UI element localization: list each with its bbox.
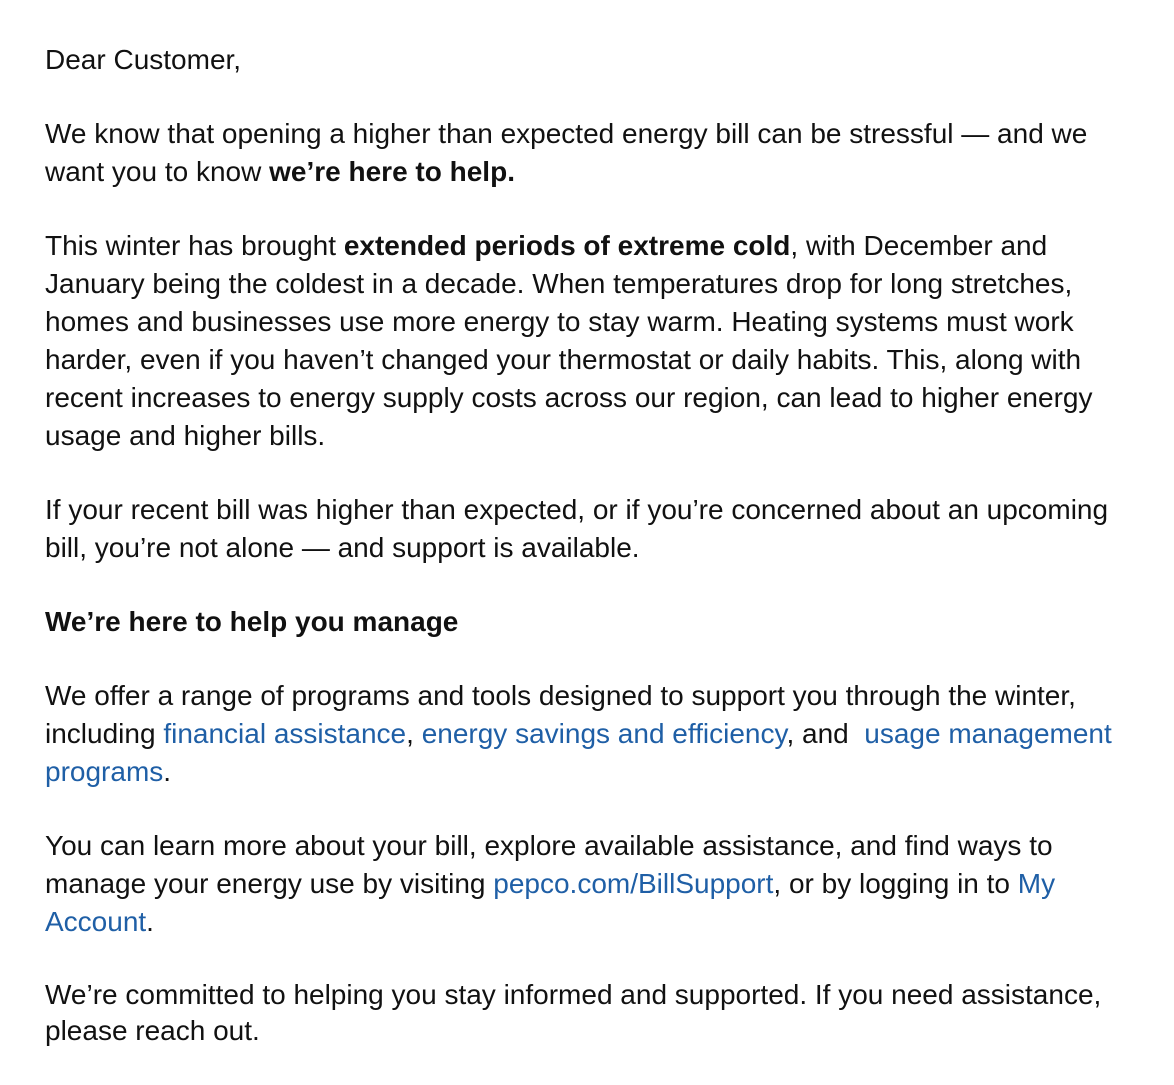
usage-management-link[interactable]: usage management programs (45, 718, 1112, 787)
support-paragraph (45, 491, 1145, 567)
financial-assistance-link[interactable]: financial assistance (163, 718, 407, 749)
programs-text: We offer a range of programs and tools designed to support you through the winter, including (45, 680, 1076, 749)
learn-more-period: . (146, 906, 154, 937)
greeting (45, 41, 1145, 79)
section-heading-text: We’re here to help you manage (45, 606, 459, 637)
my-account-link[interactable]: My Account (45, 868, 1056, 937)
greeting-text: Dear Customer, (45, 44, 242, 75)
programs-separator-2: , and (786, 718, 865, 749)
support-text: If your recent bill was higher than expected, or if you’re concerned about an upcoming bill, you’re not alone — and support is available. (45, 494, 1109, 563)
section-heading (45, 603, 1145, 641)
intro-text: We know that opening a higher than expected energy bill can be stressful — and we want you to know (45, 118, 1088, 187)
closing-paragraph (45, 977, 1145, 1049)
bill-support-link[interactable]: pepco.com/BillSupport (493, 868, 774, 899)
energy-savings-link[interactable]: energy savings and efficiency (421, 718, 787, 749)
learn-more-text: You can learn more about your bill, explore available assistance, and find ways to manage your energy use by visiting (45, 830, 1053, 899)
winter-text-end: , with December and January being the coldest in a decade. When temperatures drop for long stretches, homes and businesses use more energy to stay warm. Heating systems must work harder, even if you haven’t changed your thermostat or daily habits. This, along with recent increases to energy supply costs across our region, can lead to higher energy usage and higher bills. (45, 230, 1093, 451)
programs-period: . (163, 756, 172, 787)
programs-paragraph (45, 677, 1145, 791)
learn-more-text-mid: , or by logging in to (773, 868, 1018, 899)
intro-paragraph (45, 115, 1145, 191)
winter-paragraph (45, 227, 1145, 455)
closing-text: We’re committed to helping you stay informed and supported. If you need assistance, please reach out. (45, 979, 1102, 1046)
email-body (45, 41, 1145, 1085)
intro-emphasis: we’re here to help. (269, 156, 515, 187)
winter-text-start: This winter has brought (45, 230, 344, 261)
learn-more-paragraph (45, 827, 1145, 941)
winter-emphasis: extended periods of extreme cold (343, 230, 791, 261)
programs-separator-1: , (406, 718, 422, 749)
